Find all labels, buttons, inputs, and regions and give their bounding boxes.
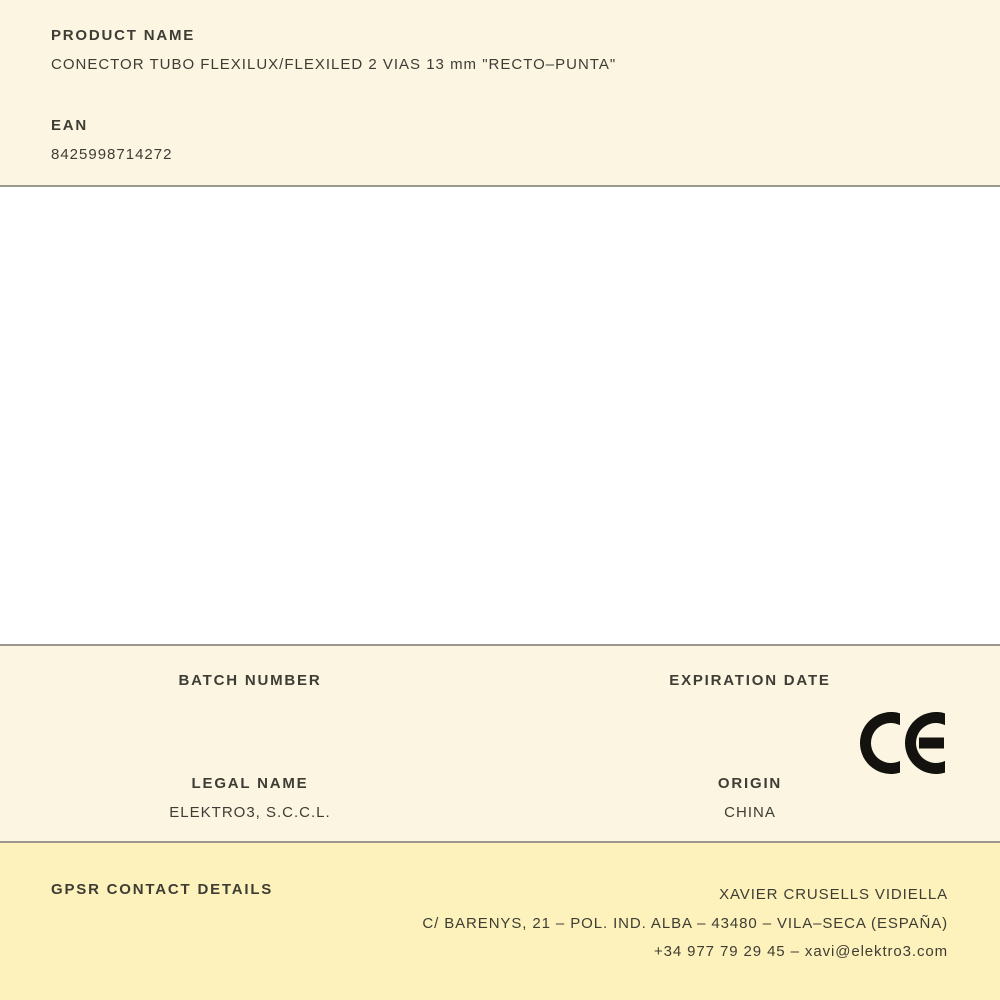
traceability-section — [0, 646, 1000, 841]
ean-value: 8425998714272 — [51, 146, 173, 163]
ce-marking-icon — [860, 712, 945, 774]
product-name-value: CONECTOR TUBO FLEXILUX/FLEXILED 2 VIAS 13 mm "RECTO–PUNTA" — [51, 56, 617, 73]
legal-name-label: LEGAL NAME — [191, 775, 309, 792]
gpsr-contact-address: C/ BARENYS, 21 – POL. IND. ALBA – 43480 – VILA–SECA (ESPAÑA) — [422, 914, 948, 932]
expiration-date-label: EXPIRATION DATE — [669, 672, 831, 689]
gpsr-contact-info — [422, 881, 948, 967]
legal-name-field — [0, 775, 500, 822]
origin-field — [500, 775, 1000, 822]
product-name-field — [51, 27, 949, 74]
gpsr-contact-name: XAVIER CRUSELLS VIDIELLA — [719, 886, 948, 903]
batch-number-label: BATCH NUMBER — [178, 672, 322, 689]
expiration-field — [500, 672, 1000, 701]
product-name-label: PRODUCT NAME — [51, 27, 196, 44]
product-info-section — [0, 0, 1000, 185]
gpsr-contact-label: GPSR CONTACT DETAILS — [51, 881, 274, 898]
ean-label: EAN — [51, 117, 89, 134]
ean-field — [51, 117, 949, 164]
legal-name-value: ELEKTRO3, S.C.C.L. — [169, 804, 331, 821]
gpsr-contact-phone-email: +34 977 79 29 45 – xavi@elektro3.com — [653, 943, 948, 960]
legal-origin-row — [0, 701, 1000, 822]
origin-label: ORIGIN — [717, 775, 783, 792]
batch-field — [0, 672, 500, 701]
gpsr-contact-section — [0, 843, 1000, 1000]
batch-expiration-row — [0, 646, 1000, 701]
blank-area — [0, 187, 1000, 644]
origin-value: CHINA — [724, 804, 776, 821]
